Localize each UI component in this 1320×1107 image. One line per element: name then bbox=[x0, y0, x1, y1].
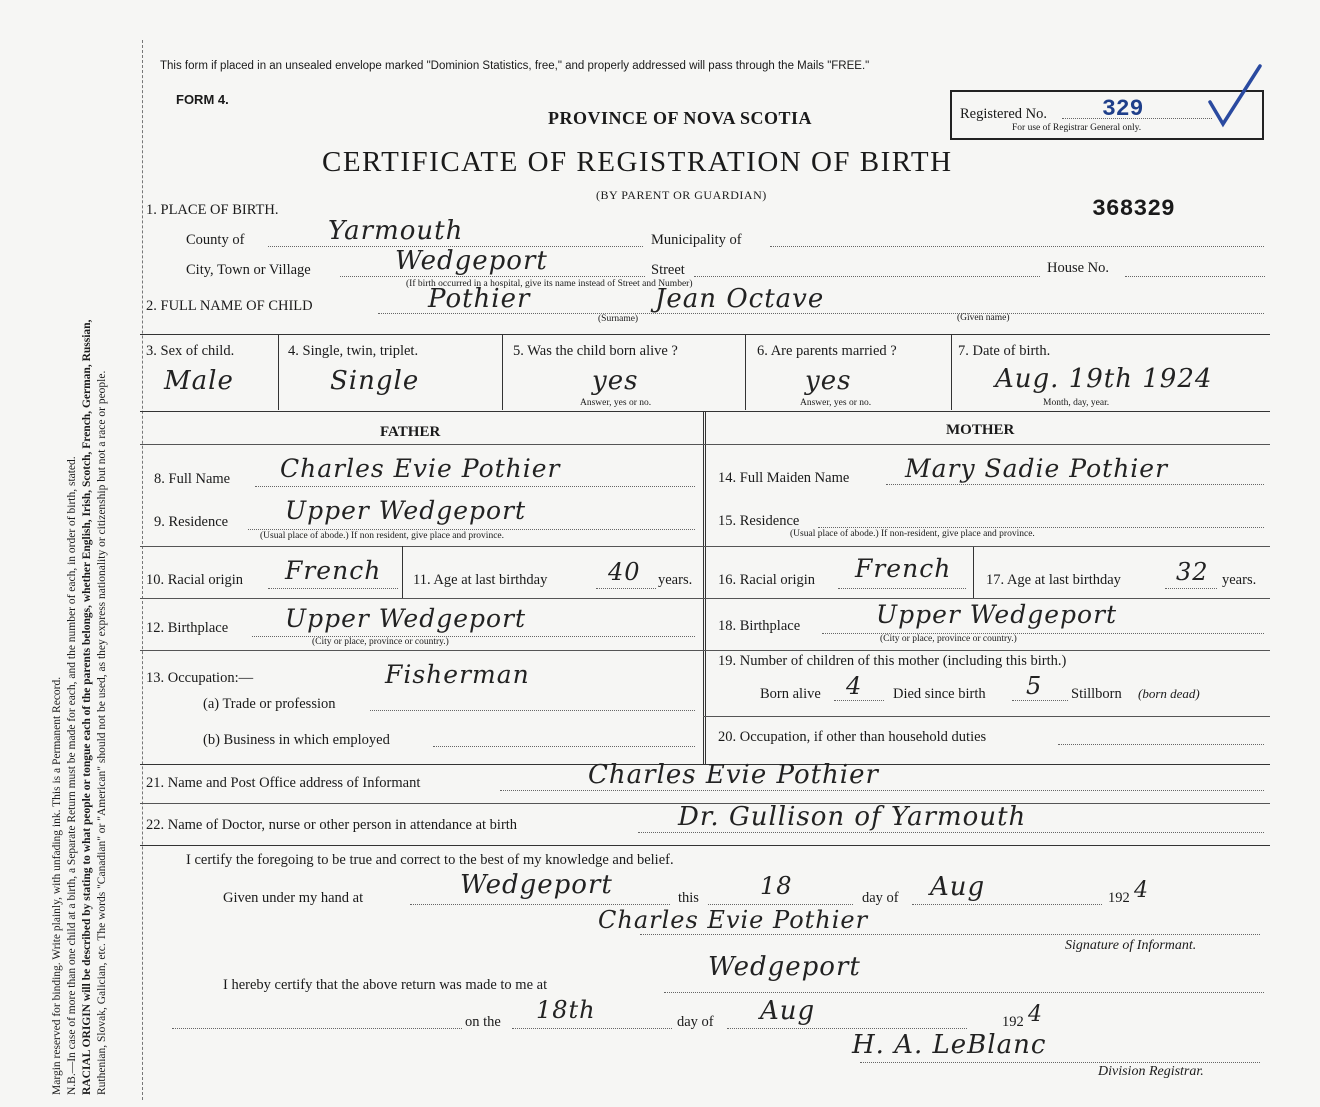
mother-heading: MOTHER bbox=[946, 422, 1015, 438]
margin-line-2: N.B.—In case of more than one child at a birth, a Separate Return must be made for each, and the number of each, in order of birth, stated. bbox=[66, 456, 78, 1095]
informant-signature-label: Signature of Informant. bbox=[1065, 938, 1197, 953]
doctor-value: Dr. Gullison of Yarmouth bbox=[678, 802, 1027, 832]
father-business-label: (b) Business in which employed bbox=[203, 732, 390, 748]
registered-note: For use of Registrar General only. bbox=[1012, 123, 1142, 133]
return-day-of-label: day of bbox=[677, 1014, 714, 1030]
city-value: Wedgeport bbox=[395, 246, 548, 276]
given-note: (Given name) bbox=[957, 313, 1010, 323]
county-value: Yarmouth bbox=[328, 216, 464, 246]
registered-number: 329 bbox=[1102, 96, 1144, 122]
father-age: 40 bbox=[608, 558, 641, 586]
sex-label: 3. Sex of child. bbox=[146, 343, 235, 359]
father-name: Charles Evie Pothier bbox=[280, 454, 561, 483]
father-res-note: (Usual place of abode.) If non resident, give place and province. bbox=[260, 531, 504, 541]
dob-value: Aug. 19th 1924 bbox=[995, 364, 1213, 394]
mother-bp-label: 18. Birthplace bbox=[718, 618, 801, 634]
house-label: House No. bbox=[1047, 260, 1110, 276]
father-res-label: 9. Residence bbox=[154, 514, 229, 530]
municipality-label: Municipality of bbox=[651, 232, 742, 248]
margin-line-3: RACIAL ORIGIN will be described by stating to what people or tongue each of the parents belongs, whether English, Irish, Scotch, French, German, Russian, bbox=[81, 319, 93, 1095]
mother-res-note: (Usual place of abode.) If non-resident, give place and province. bbox=[790, 529, 1035, 539]
street-label: Street bbox=[651, 262, 685, 278]
given-place: Wedgeport bbox=[460, 870, 613, 900]
return-made-label: I hereby certify that the above return was made to me at bbox=[223, 977, 548, 993]
born-alive-q-label: 5. Was the child born alive ? bbox=[513, 343, 678, 359]
father-trade-label: (a) Trade or profession bbox=[203, 696, 336, 712]
born-alive-count: 4 bbox=[846, 672, 863, 700]
certify-text: I certify the foregoing to be true and correct to the best of my knowledge and belief. bbox=[186, 852, 674, 868]
margin-line-4: Ruthenian, Slovak, Galician, etc. The words "Canadian" or "American" should not be used, as they express nationality or citizenship but not a race or people. bbox=[96, 370, 108, 1095]
page-subtitle: (BY PARENT OR GUARDIAN) bbox=[596, 188, 767, 202]
born-alive-q-value: yes bbox=[592, 366, 639, 396]
check-mark-icon bbox=[1205, 62, 1265, 132]
plurality-value: Single bbox=[330, 366, 420, 396]
died-label: Died since birth bbox=[893, 686, 986, 702]
mail-notice: This form if placed in an unsealed envelope marked "Dominion Statistics, free," and properly addressed will pass through the Mails "FREE." bbox=[160, 60, 870, 72]
father-race-label: 10. Racial origin bbox=[146, 572, 244, 588]
given-day: 18 bbox=[760, 872, 793, 900]
father-occupation: Fisherman bbox=[385, 660, 530, 689]
married-label: 6. Are parents married ? bbox=[757, 343, 897, 359]
mother-name-label: 14. Full Maiden Name bbox=[718, 470, 850, 486]
stillborn-label: Stillborn bbox=[1071, 686, 1122, 702]
given-year-digit: 4 bbox=[1134, 878, 1149, 903]
father-name-label: 8. Full Name bbox=[154, 471, 231, 487]
registrar-label: Division Registrar. bbox=[1098, 1064, 1204, 1079]
mother-years-label: years. bbox=[1222, 572, 1257, 588]
informant-value: Charles Evie Pothier bbox=[588, 760, 879, 790]
father-age-label: 11. Age at last birthday bbox=[413, 572, 548, 588]
children-count-label: 19. Number of children of this mother (including this birth.) bbox=[718, 653, 1067, 669]
mother-birthplace: Upper Wedgeport bbox=[876, 600, 1118, 629]
plurality-label: 4. Single, twin, triplet. bbox=[288, 343, 419, 359]
born-alive-label: Born alive bbox=[760, 686, 821, 702]
father-residence: Upper Wedgeport bbox=[285, 496, 527, 525]
return-place: Wedgeport bbox=[708, 952, 861, 982]
margin-instructions bbox=[0, 0, 140, 1107]
city-label: City, Town or Village bbox=[186, 262, 311, 278]
mother-res-label: 15. Residence bbox=[718, 513, 800, 529]
father-bp-label: 12. Birthplace bbox=[146, 620, 229, 636]
died-count: 5 bbox=[1026, 672, 1043, 700]
given-month: Aug bbox=[930, 872, 986, 902]
dob-note: Month, day, year. bbox=[1043, 398, 1110, 408]
informant-label: 21. Name and Post Office address of Informant bbox=[146, 775, 421, 791]
married-value: yes bbox=[805, 366, 852, 396]
mother-bp-note: (City or place, province or country.) bbox=[880, 634, 1017, 644]
serial-number: 368329 bbox=[1092, 196, 1175, 222]
street-note: (If birth occurred in a hospital, give its name instead of Street and Number) bbox=[406, 279, 693, 289]
child-name-label: 2. FULL NAME OF CHILD bbox=[146, 298, 313, 314]
mother-occ-label: 20. Occupation, if other than household duties bbox=[718, 729, 987, 745]
father-bp-note: (City or place, province or country.) bbox=[312, 637, 449, 647]
mother-race-label: 16. Racial origin bbox=[718, 572, 816, 588]
mother-age-label: 17. Age at last birthday bbox=[986, 572, 1121, 588]
given-day-of-label: day of bbox=[862, 890, 899, 906]
this-label: this bbox=[678, 890, 699, 906]
father-years-label: years. bbox=[658, 572, 693, 588]
given-at-label: Given under my hand at bbox=[223, 890, 364, 906]
place-of-birth-label: 1. PLACE OF BIRTH. bbox=[146, 202, 279, 218]
margin-line-1: Margin reserved for binding. Write plainly, with unfading ink. This is a Permanent Record. bbox=[51, 676, 63, 1095]
return-day: 18th bbox=[536, 996, 596, 1024]
given-year-prefix: 192 bbox=[1108, 890, 1130, 906]
dob-label: 7. Date of birth. bbox=[958, 343, 1051, 359]
registered-label: Registered No. bbox=[960, 106, 1047, 122]
informant-signature: Charles Evie Pothier bbox=[598, 906, 869, 934]
county-label: County of bbox=[186, 232, 245, 248]
born-alive-note: Answer, yes or no. bbox=[580, 398, 652, 408]
province-title: PROVINCE OF NOVA SCOTIA bbox=[548, 108, 813, 128]
father-occ-label: 13. Occupation:— bbox=[146, 670, 254, 686]
married-note: Answer, yes or no. bbox=[800, 398, 872, 408]
return-year-digit: 4 bbox=[1028, 1002, 1043, 1027]
binding-line bbox=[142, 40, 143, 1100]
father-birthplace: Upper Wedgeport bbox=[285, 604, 527, 633]
return-month: Aug bbox=[760, 996, 816, 1026]
doctor-label: 22. Name of Doctor, nurse or other person in attendance at birth bbox=[146, 817, 518, 833]
mother-name: Mary Sadie Pothier bbox=[905, 454, 1169, 483]
sex-value: Male bbox=[164, 366, 234, 396]
on-the-label: on the bbox=[465, 1014, 501, 1030]
father-race: French bbox=[285, 556, 382, 585]
return-year-prefix: 192 bbox=[1002, 1014, 1024, 1030]
child-surname: Pothier bbox=[428, 284, 531, 314]
form-number: FORM 4. bbox=[176, 92, 229, 107]
registrar-signature: H. A. LeBlanc bbox=[852, 1030, 1047, 1060]
child-given-name: Jean Octave bbox=[655, 284, 825, 314]
father-heading: FATHER bbox=[380, 424, 441, 440]
mother-race: French bbox=[855, 554, 952, 583]
page-title: CERTIFICATE OF REGISTRATION OF BIRTH bbox=[322, 146, 953, 178]
stillborn-note: (born dead) bbox=[1138, 686, 1200, 701]
surname-note: (Surname) bbox=[598, 314, 639, 324]
mother-age: 32 bbox=[1176, 558, 1209, 586]
